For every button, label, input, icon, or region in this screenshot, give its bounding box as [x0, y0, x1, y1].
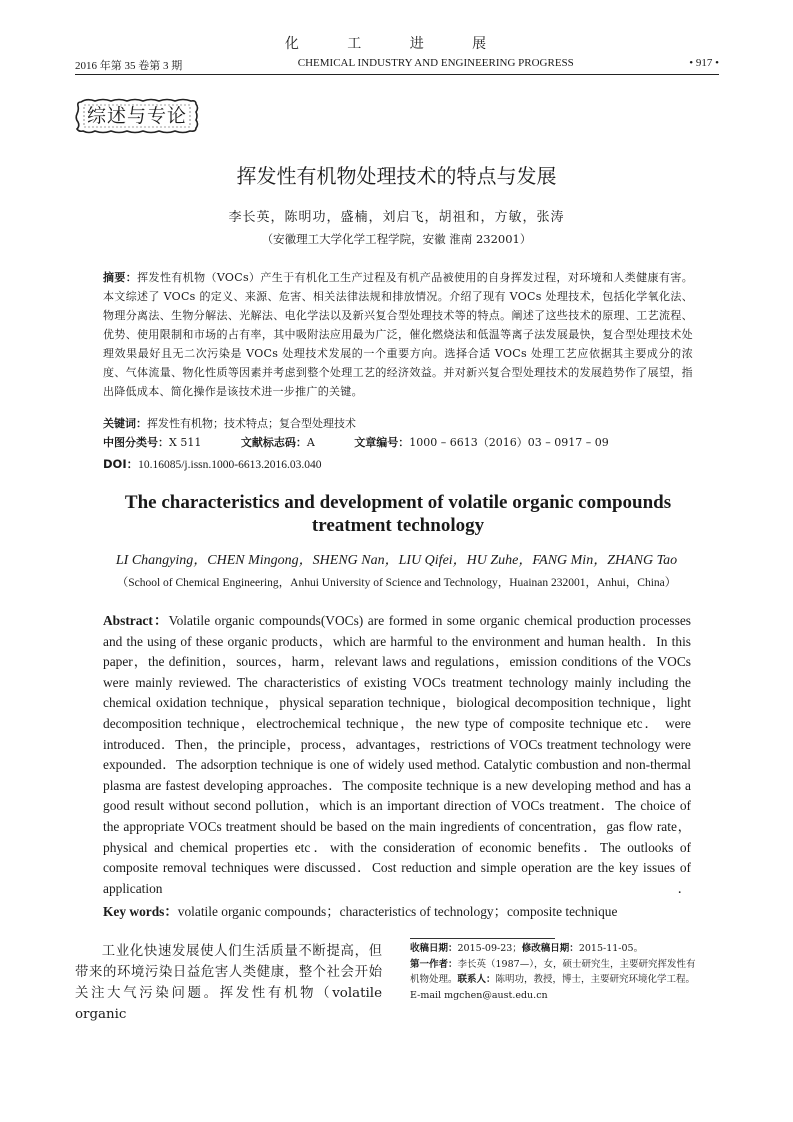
author-label: 第一作者： [410, 958, 458, 970]
abstract-cn-label: 摘要： [103, 271, 138, 284]
contact-label: 联系人： [457, 974, 496, 985]
title-en: The characteristics and development of volatile organic compounds treatment technology [124, 492, 672, 536]
issue-info: 2016 年第 35 卷第 3 期 [75, 60, 183, 72]
article-number-value: 1000 – 6613（2016）03 – 0917 – 09 [409, 436, 609, 449]
keywords-en [103, 901, 617, 920]
abstract-en-label: Abstract： [103, 613, 169, 628]
footnote-email [410, 988, 720, 1004]
footnote [410, 941, 720, 1003]
page-number: • 917 • [689, 57, 719, 69]
contact-value: 陈明功，教授，博士，主要研究环境化学工程。 [495, 974, 696, 985]
column-tag-label: 综述与专论 [86, 105, 187, 127]
affiliation-en: （School of Chemical Engineering，Anhui University of Science and Technology，Huainan 232001，Anhui，China） [116, 577, 677, 589]
footnote-rule [410, 938, 555, 939]
authors-en: LI Changying，CHEN Mingong，SHENG Nan，LIU Qifei，HU Zuhe，FANG Min，ZHANG Tao [115, 553, 678, 568]
doi-value[interactable]: 10.16085/j.issn.1000-6613.2016.03.040 [138, 459, 322, 471]
doi-line [103, 456, 321, 472]
email-value[interactable]: mgchen@aust.edu.cn [444, 989, 548, 1001]
keywords-cn [103, 415, 356, 431]
affiliation-cn: （安徽理工大学化学工程学院，安徽 淮南 232001） [261, 232, 532, 246]
journal-title-en: CHEMICAL INDUSTRY AND ENGINEERING PROGRESS [297, 57, 574, 69]
keywords-en-text: volatile organic compounds；characteristics of technology；composite technique [177, 904, 618, 919]
body-intro-paragraph: 工业化快速发展使人们生活质量不断提高，但带来的环境污染日益危害人类健康，整个社会开始关注大气污染问题。挥发性有机物（volatile organic [75, 944, 382, 1022]
article-number-label: 文章编号： [354, 436, 410, 449]
column-tag [75, 96, 199, 136]
footnote-author [410, 957, 720, 973]
abstract-cn-text: 挥发性有机物（VOCs）产生于有机化工生产过程及有机产品被使用的自身挥发过程，对环境和人类健康有害。本文综述了 VOCs 的定义、来源、危害、相关法律法规和排放情况。介绍了现有 VOCs 处理技术，包括化学氧化法、物理分离法、生物分解法、光解法、电化学法以及新兴复合型处理技术等的特点。阐述了这些技术的原理、工艺流程、优势、使用限制和市场的占有率，其中吸附法应用最为广泛，催化燃烧法和低温等离子法发展最快，复合型处理技术处理效果最好且无二次污染是 VOCs 处理技术发展的一个重要方向。选择合适 VOCs 处理工艺应依据其主要成分的浓度、气体流量、物化性质等因素并考虑到整个处理工艺的经济效益。并对新兴复合型处理技术的发展趋势作了展望，指出降低成本、简化操作是该技术进一步推广的关键。 [103, 271, 694, 398]
author-line2: 机物处理。 [410, 974, 458, 985]
running-header [75, 57, 719, 73]
doc-code-label: 文献标志码： [240, 436, 307, 449]
received-value: 2015-09-23； [457, 943, 522, 954]
author-line1: 李长英（1987—），女，硕士研究生，主要研究挥发性有 [457, 958, 696, 970]
keywords-en-label: Key words： [103, 904, 178, 919]
footnote-contact [410, 972, 720, 988]
journal-title-cn: 化 工 进 展 [284, 36, 509, 52]
abstract-en [103, 611, 691, 899]
abstract-en-text: Volatile organic compounds(VOCs) are formed in some organic chemical production processes and the using of these organic products，which are harmful to the environment and human health．In this paper，the definition，sources，harm，relevant laws and regulations，emission conditions of the VOCs were mainly reviewed. The characteristics of existing VOCs treatment technology mainly including the chemical oxidation technique，physical separation technique，biological decomposition technique，light decomposition technique，electrochemical technique，the new type of composite technique etc． were introduced．Then，the principle，process，advantages，restrictions of VOCs treatment technology were expounded．The adsorption technique is one of widely used method. Catalytic combustion and non-thermal plasma are fastest developing approaches．The composite technique is a new developing method and has a good result without second pollution，which is an important direction of VOCs treatment．The choice of the appropriate VOCs treatment should be based on the main ingredients of concentration，gas flow rate，physical and chemical properties etc．with the consideration of economic benefits．The outlooks of composite removal techniques were discussed．Cost reduction and simple operation are the key issues of application． [103, 613, 691, 896]
doc-code-value: A [306, 436, 315, 449]
keywords-cn-label: 关键词： [103, 417, 147, 430]
clc-value: X 511 [169, 436, 202, 449]
email-label: E-mail [410, 989, 445, 1001]
abstract-cn [103, 268, 693, 401]
doi-label: DOI： [103, 457, 139, 471]
authors-cn: 李长英，陈明功，盛楠，刘启飞，胡祖和，方敏，张涛 [228, 210, 565, 225]
title-cn: 挥发性有机物处理技术的特点与发展 [236, 164, 557, 188]
revised-value: 2015-11-05。 [578, 943, 644, 954]
clc-label: 中图分类号： [103, 436, 169, 449]
classification-line [103, 434, 645, 450]
keywords-cn-text: 挥发性有机物；技术特点；复合型处理技术 [147, 417, 356, 430]
footnote-dates [410, 941, 720, 957]
received-label: 收稿日期： [410, 943, 458, 954]
header-rule [75, 74, 719, 75]
revised-label: 修改稿日期： [521, 943, 579, 954]
